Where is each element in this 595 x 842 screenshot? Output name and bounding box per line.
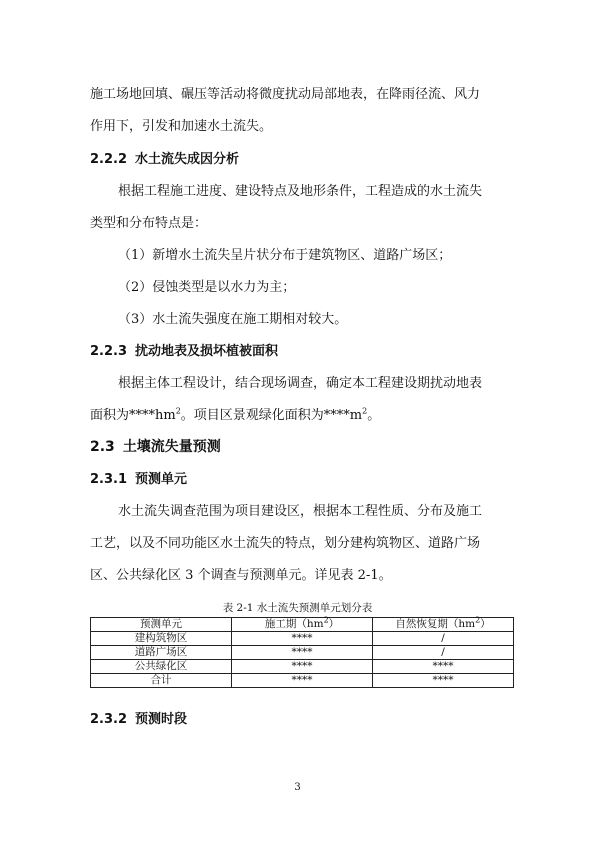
cell-construction: **** bbox=[232, 646, 373, 660]
table-caption: 表 2-1 水土流失预测单元划分表 bbox=[222, 602, 373, 614]
section-title: 扰动地表及损坏植被面积 bbox=[135, 344, 279, 359]
header-unit: 预测单元 bbox=[91, 618, 232, 632]
prediction-unit-table bbox=[90, 617, 514, 688]
text-run: 。 bbox=[367, 408, 381, 423]
cell-recovery: **** bbox=[373, 660, 514, 674]
section-number: 2.2.2 bbox=[90, 152, 128, 167]
cell-construction: **** bbox=[232, 660, 373, 674]
table-row bbox=[91, 646, 514, 660]
paragraph-line: 工艺，以及不同功能区水土流失的特点，划分建构筑物区、道路广场 bbox=[90, 536, 481, 551]
section-title: 水土流失成因分析 bbox=[135, 152, 240, 167]
paragraph-line: 施工场地回填、碾压等活动将微度扰动局部地表，在降雨径流、风力 bbox=[90, 87, 481, 102]
paragraph-line: 作用下，引发和加速水土流失。 bbox=[90, 119, 273, 134]
header-construction bbox=[232, 615, 373, 632]
section-heading-2-3-2 bbox=[90, 712, 520, 728]
paragraph-line: 类型和分布特点是： bbox=[90, 216, 208, 231]
section-number: 2.3.2 bbox=[90, 712, 128, 727]
cell-recovery: **** bbox=[373, 674, 514, 688]
table-row bbox=[91, 632, 514, 646]
paragraph-line: 根据工程施工进度、建设特点及地形条件，工程造成的水土流失 bbox=[118, 184, 483, 199]
cell-unit: 建构筑物区 bbox=[91, 632, 232, 646]
list-item: （2）侵蚀类型是以水力为主； bbox=[118, 280, 296, 295]
text-run: 施工期（hm bbox=[264, 618, 324, 630]
paragraph-line: 根据主体工程设计，结合现场调查，确定本工程建设期扰动地表 bbox=[118, 376, 483, 391]
list-item: （3）水土流失强度在施工期相对较大。 bbox=[118, 312, 348, 327]
section-heading-2-2-2 bbox=[90, 152, 520, 168]
table-row bbox=[91, 660, 514, 674]
text-run: ） bbox=[328, 618, 340, 630]
superscript: 2 bbox=[362, 406, 368, 416]
header-recovery bbox=[373, 615, 514, 632]
cell-unit: 道路广场区 bbox=[91, 646, 232, 660]
section-number: 2.3.1 bbox=[90, 472, 128, 487]
cell-unit: 公共绿化区 bbox=[91, 660, 232, 674]
section-title: 土壤流失量预测 bbox=[122, 439, 221, 455]
paragraph-line: 水土流失调查范围为项目建设区，根据本工程性质、分布及施工 bbox=[118, 504, 483, 519]
section-heading-2-3 bbox=[90, 439, 520, 455]
cell-unit: 合计 bbox=[91, 674, 232, 688]
paragraph-line: 区、公共绿化区 3 个调查与预测单元。详见表 2-1。 bbox=[90, 568, 392, 583]
cell-recovery: / bbox=[373, 632, 514, 646]
table-header-row bbox=[91, 618, 514, 632]
section-number: 2.2.3 bbox=[90, 344, 128, 359]
section-heading-2-3-1 bbox=[90, 472, 520, 488]
cell-construction: **** bbox=[232, 674, 373, 688]
superscript: 2 bbox=[175, 406, 181, 416]
text-run: ） bbox=[480, 618, 491, 630]
list-item: （1）新增水土流失呈片状分布于建筑物区、道路广场区； bbox=[118, 248, 452, 263]
section-number: 2.3 bbox=[90, 439, 115, 455]
page-number: 3 bbox=[294, 782, 301, 793]
text-run: 面积为****hm bbox=[90, 408, 176, 423]
section-title: 预测时段 bbox=[135, 712, 188, 727]
superscript: 2 bbox=[475, 615, 481, 625]
section-heading-2-2-3 bbox=[90, 344, 520, 360]
table-row-total bbox=[91, 674, 514, 688]
cell-recovery: / bbox=[373, 646, 514, 660]
cell-construction: **** bbox=[232, 632, 373, 646]
text-run: 。项目区景观绿化面积为****m bbox=[180, 408, 363, 423]
section-title: 预测单元 bbox=[135, 472, 188, 487]
superscript: 2 bbox=[323, 615, 329, 625]
text-run: 自然恢复期（hm bbox=[395, 618, 476, 630]
paragraph-line bbox=[90, 408, 520, 424]
